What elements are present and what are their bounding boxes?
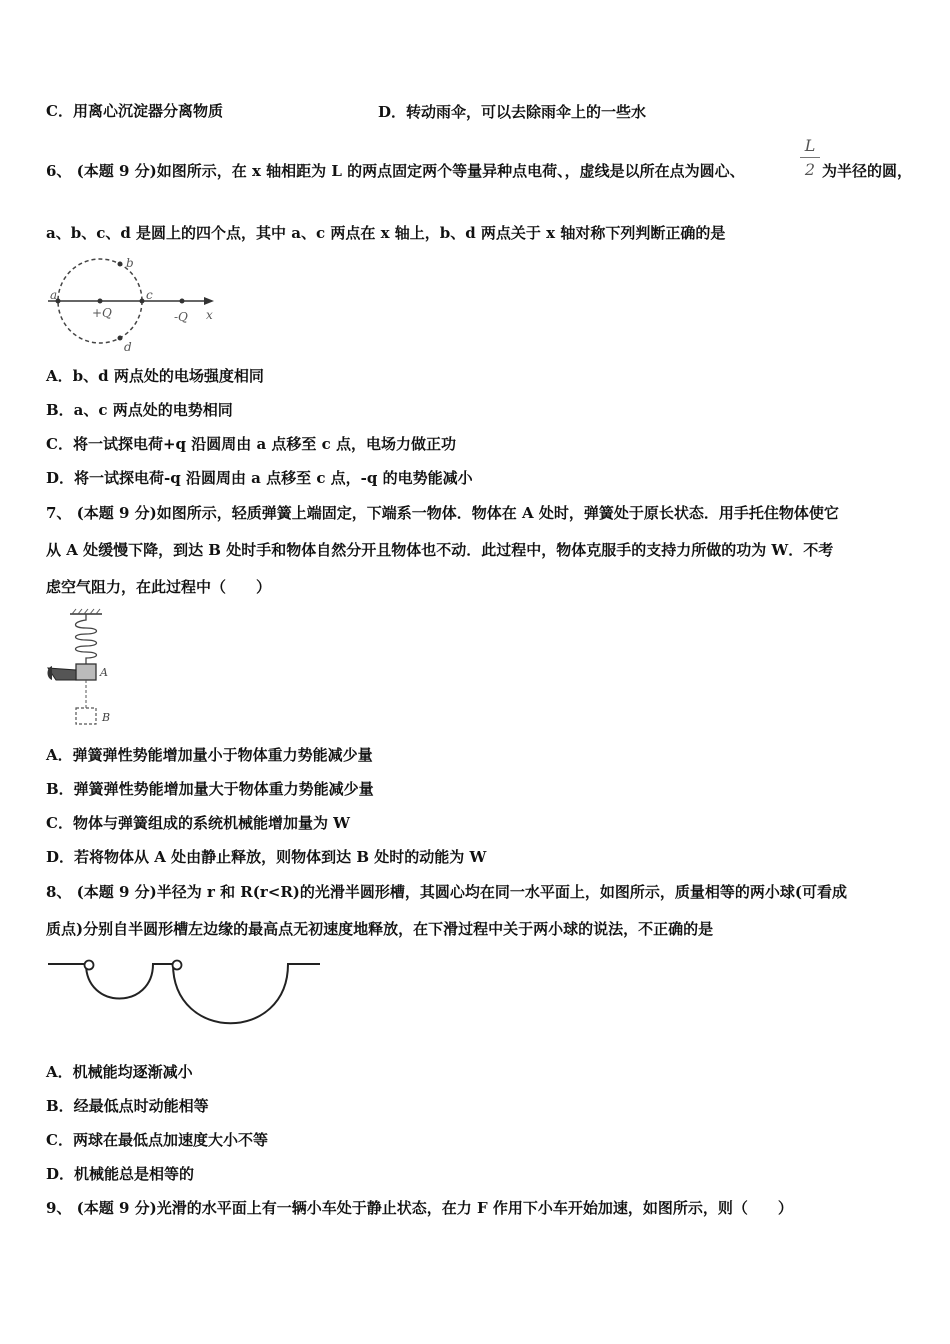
q8-ball-small-groove [85, 961, 94, 970]
q6-option-a: A．b、d 两点处的电场强度相同 [46, 367, 264, 385]
q8-stem-line2: 质点)分别自半圆形槽左边缘的最高点无初速度地释放，在下滑过程中关于两小球的说法，不正确的是 [46, 920, 714, 938]
q6-fraction [800, 136, 820, 179]
q6-fraction-numerator: L [804, 136, 816, 155]
q8-option-a: A．机械能均逐渐减小 [46, 1063, 193, 1081]
q6-point-c [140, 299, 145, 304]
q6-label-plus-q: +Q [92, 306, 112, 320]
q7-label-b: B [102, 711, 111, 724]
q8-option-b: B．经最低点时动能相等 [46, 1097, 209, 1115]
q6-label-x: x [206, 308, 213, 322]
q9-stem-line1: 9、 (本题 9 分)光滑的水平面上有一辆小车处于静止状态，在力 F 作用下小车开始加速，如图所示，则（ ） [46, 1199, 793, 1217]
q6-figure [44, 255, 224, 355]
q6-stem-line2: a、b、c、d 是圆上的四个点，其中 a、c 两点在 x 轴上，b、d 两点关于 x 轴对称下列判断正确的是 [46, 224, 726, 242]
q8-ball-large-groove [173, 961, 182, 970]
q6-option-c: C．将一试探电荷+q 沿圆周由 a 点移至 c 点，电场力做正功 [46, 435, 456, 453]
q7-option-b: B．弹簧弹性势能增加量大于物体重力势能减少量 [46, 780, 374, 798]
q6-fraction-denominator: 2 [804, 160, 816, 179]
q6-label-c: c [146, 288, 153, 302]
q6-charge-plus [98, 299, 103, 304]
q8-stem-line1: 8、 (本题 9 分)半径为 r 和 R(r<R)的光滑半圆形槽，其圆心均在同一水平面上，如图所示，质量相等的两小球(可看成 [46, 883, 848, 901]
q7-option-a: A．弹簧弹性势能增加量小于物体重力势能减少量 [46, 746, 373, 764]
q6-stem-line1-tail: 为半径的圆， [822, 162, 913, 180]
q8-figure [48, 955, 328, 1030]
q5-option-d: D．转动雨伞，可以去除雨伞上的一些水 [378, 103, 647, 121]
q6-x-arrow [204, 297, 214, 305]
q5-option-c: C．用离心沉淀器分离物质 [46, 102, 223, 120]
q7-option-d: D．若将物体从 A 处由静止释放，则物体到达 B 处时的动能为 W [46, 848, 487, 866]
q7-figure [42, 608, 132, 733]
q6-label-minus-q: -Q [174, 310, 188, 324]
q7-block [76, 664, 96, 680]
q7-spring [76, 614, 97, 664]
q6-label-d: d [124, 340, 132, 354]
q7-label-a: A [100, 666, 108, 679]
q6-option-d: D．将一试探电荷-q 沿圆周由 a 点移至 c 点，-q 的电势能减小 [46, 469, 473, 487]
q6-stem-line1: 6、 (本题 9 分)如图所示，在 x 轴相距为 L 的两点固定两个等量异种点电荷、，虚线是以所在点为圆心、 [46, 162, 745, 180]
q6-label-b: b [126, 256, 134, 270]
q6-point-d [118, 336, 123, 341]
q7-hand [48, 668, 76, 680]
q8-option-d: D．机械能总是相等的 [46, 1165, 195, 1183]
q7-stem-line2: 从 A 处缓慢下降，到达 B 处时手和物体自然分开且物体也不动．此过程中，物体克服手的支持力所做的功为 W．不考 [46, 541, 834, 559]
q7-option-c: C．物体与弹簧组成的系统机械能增加量为 W [46, 814, 351, 832]
q6-charge-minus [180, 299, 185, 304]
q8-option-c: C．两球在最低点加速度大小不等 [46, 1131, 268, 1149]
q6-point-b [118, 262, 123, 267]
q6-label-a: a [50, 288, 58, 302]
q8-grooves [48, 964, 320, 1023]
q7-stem-line3: 虑空气阻力，在此过程中（ ） [46, 578, 272, 596]
q7-stem-line1: 7、 (本题 9 分)如图所示，轻质弹簧上端固定，下端系一物体．物体在 A 处时，弹簧处于原长状态．用手托住物体使它 [46, 504, 839, 522]
q7-position-b-box [76, 708, 96, 724]
q6-option-b: B．a、c 两点处的电势相同 [46, 401, 233, 419]
